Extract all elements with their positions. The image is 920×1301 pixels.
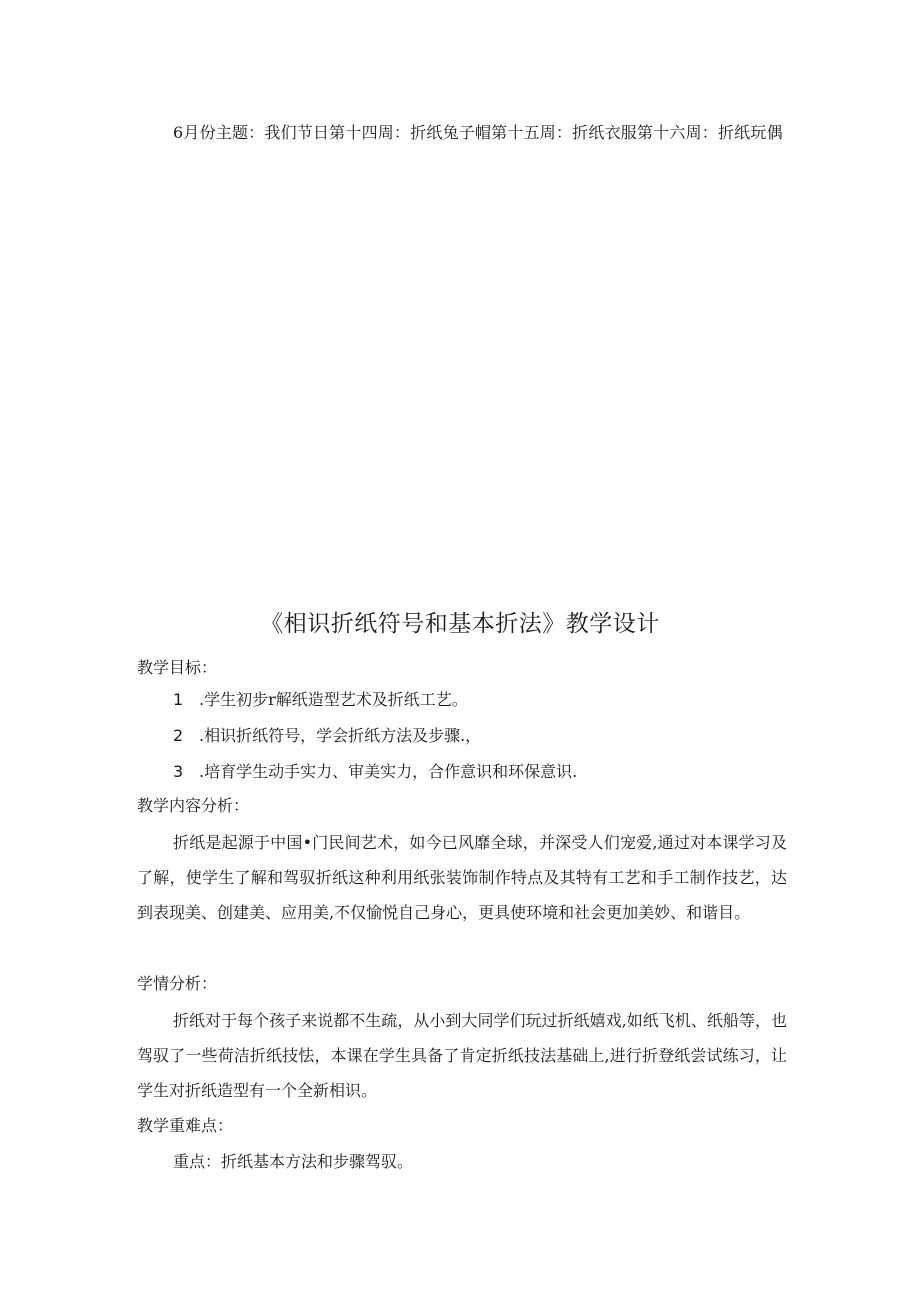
- objective-text: .相识折纸符号，学会折纸方法及步骤.，: [199, 726, 482, 745]
- document-title: 《相识折纸符号和基本折法》教学设计: [260, 611, 660, 637]
- objective-item-2: [173, 723, 481, 749]
- objective-item-1: [173, 687, 468, 713]
- objectives-heading: 教学目标：: [137, 658, 218, 677]
- objective-text: .学生初步r解纸造型艺术及折纸工艺。: [199, 690, 468, 709]
- objective-number: 1: [173, 690, 184, 709]
- objective-item-3: [173, 759, 577, 785]
- student-analysis-paragraph: 折纸对于每个孩子来说都不生疏，从小到大同学们玩过折纸嬉戏,如纸飞机、纸船等，也驾驭了一些荷洁折纸技怯，本课在学生具备了肯定折纸技法基础上,进行折登纸尝试练习，让学生对折纸造型有一个全新相识。: [137, 1011, 787, 1100]
- month-theme-text: 6月份主题：我们节日第十四周：折纸兔子帽第十五周：折纸衣服第十六周：折纸玩偶: [173, 123, 783, 142]
- content-analysis-paragraph: 折纸是起源于中国•门民间艺术，如今已风靡全球，并深受人们宠爱,通过对本课学习及了解，使学生了解和驾驭折纸这种利用纸张装饰制作特点及其特有工艺和手工制作技艺，达到表现美、创建美、应用美,不仅愉悦自己身心，更具使环境和社会更加美妙、和谐目。: [137, 833, 787, 922]
- objective-number: 2: [173, 726, 184, 745]
- student-analysis-heading: 学情分析：: [137, 974, 218, 993]
- content-analysis-heading: 教学内容分析：: [137, 796, 250, 815]
- key-points-heading: 教学重难点：: [137, 1116, 234, 1135]
- objective-text: .培育学生动手实力、审美实力，合作意识和环保意识.: [199, 762, 578, 781]
- objective-number: 3: [173, 762, 184, 781]
- key-point-focus: 重点：折纸基本方法和步骤驾驭。: [173, 1152, 414, 1171]
